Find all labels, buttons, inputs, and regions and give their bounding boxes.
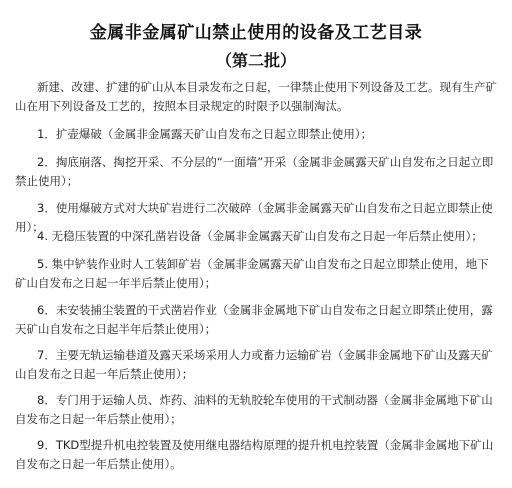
document-title: 金属非金属矿山禁止使用的设备及工艺目录 <box>89 23 423 43</box>
list-item-3: 3．使用爆破方式对大块矿岩进行二次破碎（金属非金属露天矿山自发布之日起立即禁止使用）； <box>15 201 493 234</box>
document-subtitle: （第二批） <box>215 51 296 70</box>
list-item-6: 6．未安装捕尘装置的干式凿岩作业（金属非金属地下矿山自发布之日起立即禁止使用，露天矿山自发布之日起半年后禁止使用）； <box>15 303 493 336</box>
list-item-5: 5. 集中铲装作业时人工装卸矿岩（金属非金属露天矿山自发布之日起立即禁止使用，地下矿山自发布之日起一年半后禁止使用）； <box>15 257 489 290</box>
list-item-4: 4. 无稳压装置的中深孔凿岩设备（金属非金属露天矿山自发布之日起一年后禁止使用）； <box>37 229 483 243</box>
intro-paragraph: 新建、改建、扩建的矿山从本目录发布之日起，一律禁止使用下列设备及工艺。现有生产矿山在用下列设备及工艺的，按照本目录规定的时限予以强制淘汰。 <box>15 80 497 113</box>
list-item-1: 1．扩壶爆破（金属非金属露天矿山自发布之日起立即禁止使用）； <box>37 127 373 141</box>
list-item-8: 8．专门用于运输人员、炸药、油料的无轨胶轮车使用的干式制动器（金属非金属地下矿山自发布之日起一年后禁止使用）； <box>15 393 493 426</box>
list-item-2: 2．掏底崩落、掏挖开采、不分层的“一面墙”开采（金属非金属露天矿山自发布之日起立即禁止使用）； <box>15 155 494 188</box>
list-item-7: 7．主要无轨运输巷道及露天采场采用人力或畜力运输矿岩（金属非金属地下矿山及露天矿山自发布之日起一年后禁止使用）； <box>15 348 493 381</box>
list-item-9: 9．TKD型提升机电控装置及使用继电器结构原理的提升机电控装置（金属非金属地下矿山自发布之日起一年后禁止使用）。 <box>15 438 494 471</box>
